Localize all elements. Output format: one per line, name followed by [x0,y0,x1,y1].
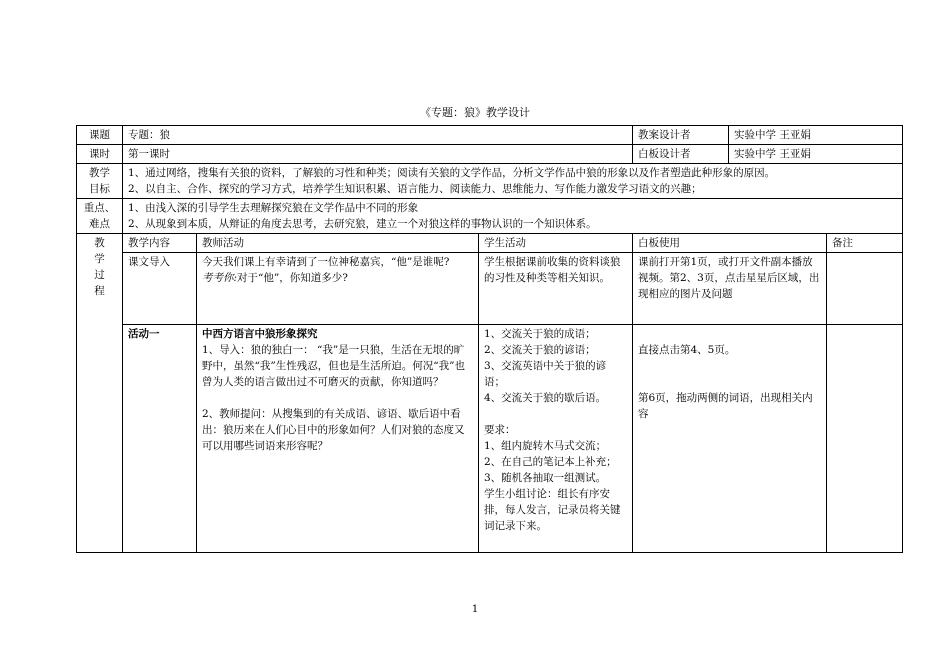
activity1-requirement-2: 2、在自己的笔记本上补充； [484,456,617,468]
goal-item-1: 1、通过网络，搜集有关狼的资料，了解狼的习性和种类；阅读有关狼的文学作品，分析文学作品中狼的形象以及作者塑造此种形象的原因。 [128,167,776,179]
activity1-content: 活动一 [123,325,197,553]
key-point-item-1: 1、由浅入深的引导学生去理解探究狼在文学作品中不同的形象 [128,202,419,214]
spacer [638,358,821,374]
goals-label-line2: 目标 [89,183,110,195]
activity1-requirement-1: 1、组内旋转木马式交流； [484,440,607,452]
activity1-remarks [827,325,903,553]
column-header-remarks: 备注 [827,234,903,253]
key-points-row [77,199,903,234]
spacer [638,374,821,390]
lesson-plan-table [76,125,903,553]
document-title: 《专题：狼》教学设计 [420,106,530,119]
intro-teacher-quiz-text: 对于“他”，你知道多少? [237,272,348,284]
activity1-student-item-4: 4、交流关于狼的歇后语。 [484,392,607,404]
key-points-content [123,199,903,234]
goals-row [77,164,903,199]
intro-teacher-activity [197,253,479,325]
goal-item-2: 2、以自主、合作、探究的学习方式，培养学生知识积累、语言能力、阅读能力、思维能力、写作能力激发学习语文的兴趣； [128,183,702,195]
activity1-whiteboard-paragraph-2: 第6页，拖动两侧的词语，出现相关内容 [638,392,813,420]
activity1-student-item-1: 1、交流关于狼的成语； [484,328,596,340]
activity1-teacher-heading: 中西方语言中狼形象探究 [202,328,318,340]
period-value: 第一课时 [123,145,633,164]
intro-remarks [827,253,903,325]
activity1-whiteboard-usage [633,325,827,553]
designer-label: 教案设计者 [633,126,729,145]
process-label-char-1: 教 [94,237,105,249]
activity1-row [77,325,903,553]
activity1-student-activity [479,325,633,553]
whiteboard-designer-label: 白板设计者 [633,145,729,164]
spacer [638,326,821,342]
process-label-char-3: 过 [94,269,105,281]
goals-content [123,164,903,199]
activity1-student-item-2: 2、交流关于狼的谚语； [484,344,596,356]
designer-value: 实验中学 王亚娟 [729,126,903,145]
goals-label [77,164,123,199]
intro-row [77,253,903,325]
spacer [202,390,473,406]
activity1-requirements-label: 要求： [484,424,516,436]
column-header-student: 学生活动 [479,234,633,253]
key-points-label-line1: 重点、 [83,202,116,214]
goals-label-line1: 教学 [89,167,110,179]
activity1-student-item-3: 3、交流英语中关于狼的谚语； [484,360,607,388]
period-row [77,145,903,164]
activity1-teacher-activity [197,325,479,553]
activity1-whiteboard-paragraph-1: 直接点击第4、5页。 [638,344,736,356]
process-label-char-2: 学 [94,253,105,265]
subject-value: 专题：狼 [123,126,633,145]
intro-whiteboard-usage: 课前打开第1页，或打开文件副本播放视频。第2、3页，点击星星后区域，出现相应的图片及问题 [633,253,827,325]
column-header-teacher: 教师活动 [197,234,479,253]
activity1-requirement-3: 3、随机各抽取一组测试。 [484,472,607,484]
key-points-label [77,199,123,234]
intro-content: 课文导入 [123,253,197,325]
activity1-student-discussion: 学生小组讨论：组长有序安排，每人发言，记录员将关键词记录下来。 [484,488,621,532]
intro-teacher-quiz-label: 考考你: [202,272,238,284]
intro-student-activity: 学生根据课前收集的资料谈狼的习性及种类等相关知识。 [479,253,633,325]
subject-label: 课题 [77,126,123,145]
subject-row [77,126,903,145]
intro-teacher-line1: 今天我们课上有幸请到了一位神秘嘉宾，“他”是谁呢? [202,256,450,268]
process-header-row [77,234,903,253]
column-header-content: 教学内容 [123,234,197,253]
key-point-item-2: 2、从现象到本质，从辩证的角度去思考，去研究狼，建立一个对狼这样的事物认识的一个知识体系。 [128,218,597,230]
key-points-label-line2: 难点 [89,218,110,230]
page-number: 1 [471,604,479,615]
process-label-char-4: 程 [94,285,105,297]
column-header-whiteboard: 白板使用 [633,234,827,253]
activity1-teacher-paragraph-1: 1、导入：狼的独白一： “我”是一只狼，生活在无垠的旷野中，虽然“我”生性残忍，但也是生活所迫。何况“我”也曾为人类的语言做出过不可磨灭的贡献，你知道吗？ [202,344,465,388]
whiteboard-designer-value: 实验中学 王亚娟 [729,145,903,164]
period-label: 课时 [77,145,123,164]
process-label [77,234,123,553]
activity1-teacher-paragraph-2: 2、教师提问：从搜集到的有关成语、谚语、歇后语中看出：狼历来在人们心目中的形象如何？人们对狼的态度又可以用哪些词语来形容呢？ [202,408,465,452]
spacer [484,406,627,422]
